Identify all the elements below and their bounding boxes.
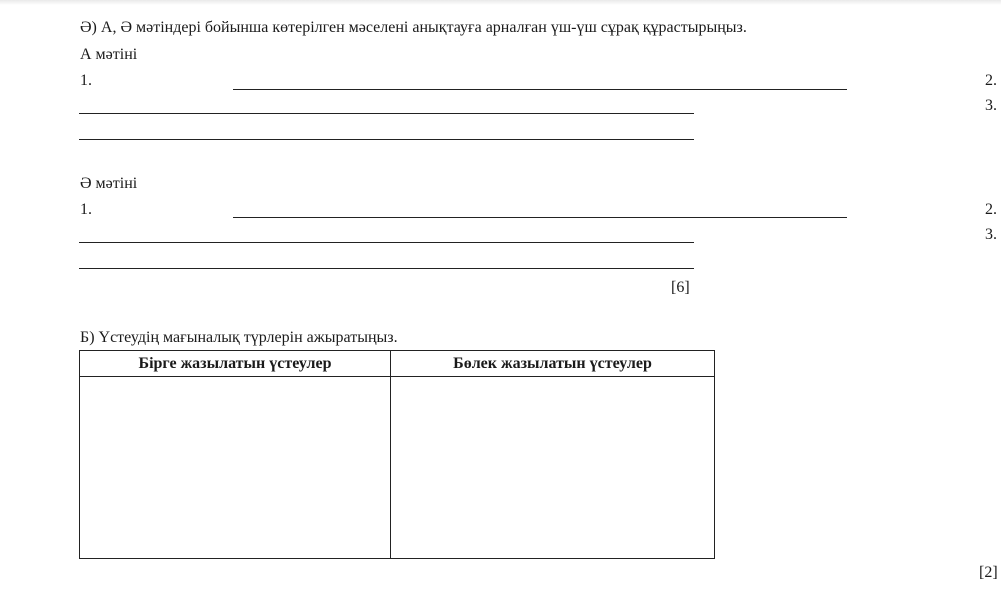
header-separate-adverbs: Бөлек жазылатын үстеулер: [391, 351, 715, 377]
text-a-heading: А мәтіні: [80, 46, 138, 63]
task-instruction: Ә) А, Ә мәтіндері бойынша көтерілген мәселені анықтауға арналған үш-үш сұрақ құрастырыңыз.: [80, 19, 747, 36]
table-answer-row: [80, 377, 715, 559]
text-b-item-1-number: 1.: [80, 201, 92, 218]
text-a-item-1-number: 1.: [80, 72, 92, 89]
text-b-answer-line-1[interactable]: [233, 217, 847, 218]
table-header-row: [80, 351, 715, 377]
answer-cell-joined-adverbs[interactable]: [80, 377, 391, 559]
text-a-item-3-number: 3.: [985, 97, 997, 114]
adverb-types-table: [79, 350, 715, 559]
text-b-heading: Ә мәтіні: [80, 175, 138, 192]
text-a-answer-line-1[interactable]: [233, 89, 847, 90]
section-b-instruction: Б) Үстеудің мағыналық түрлерін ажыратыңыз.: [80, 329, 398, 346]
page-top-edge: [0, 0, 1001, 5]
answer-cell-separate-adverbs[interactable]: [391, 377, 715, 559]
text-a-answer-line-3[interactable]: [79, 139, 694, 140]
text-a-answer-line-2[interactable]: [79, 113, 694, 114]
text-b-item-2-number: 2.: [985, 201, 997, 218]
section-a-marks: [6]: [671, 279, 690, 296]
text-b-answer-line-2[interactable]: [79, 242, 694, 243]
text-b-answer-line-3[interactable]: [79, 268, 694, 269]
section-b-marks: [2]: [979, 564, 998, 581]
text-a-item-2-number: 2.: [985, 72, 997, 89]
header-joined-adverbs: Бірге жазылатын үстеулер: [80, 351, 391, 377]
text-b-item-3-number: 3.: [985, 226, 997, 243]
